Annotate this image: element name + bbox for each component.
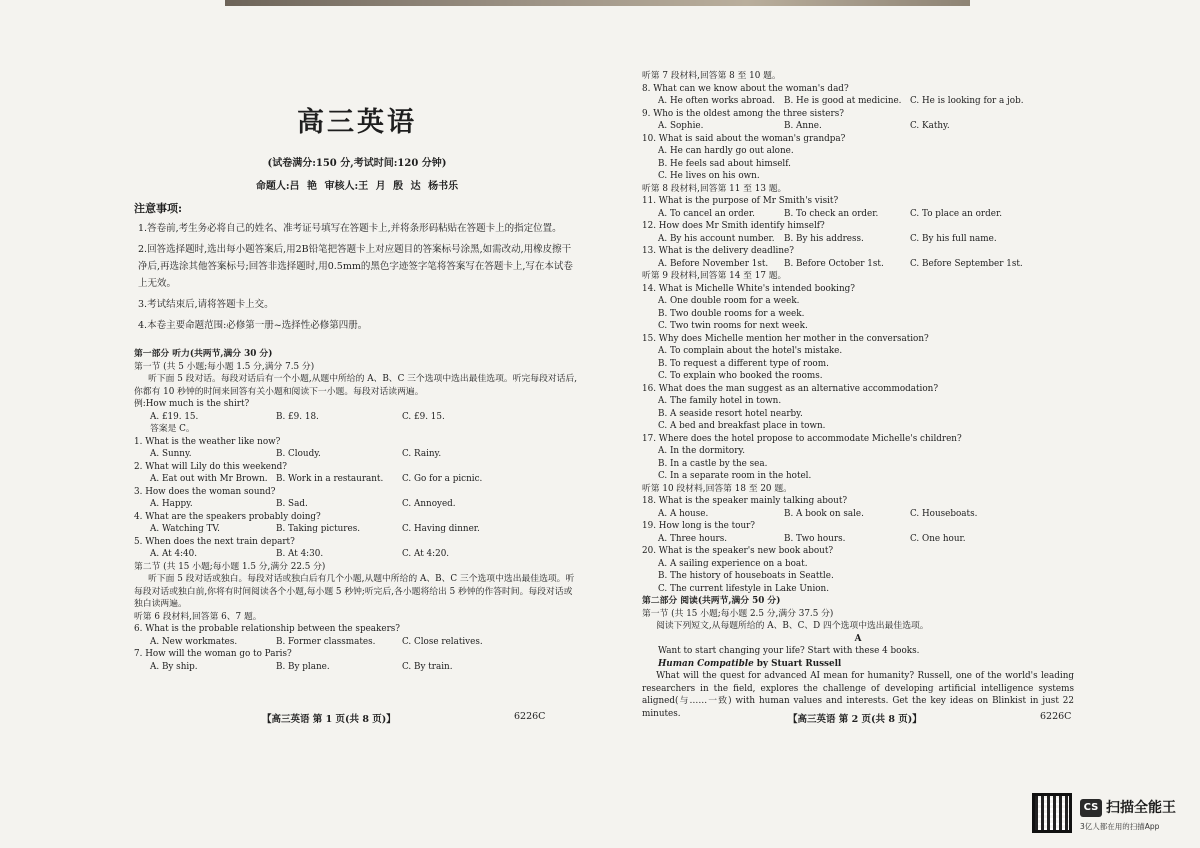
option: C. Go for a picnic. — [402, 474, 483, 484]
question-8: 8. What can we know about the woman's dad? — [642, 83, 849, 94]
question-20: 20. What is the speaker's new book about? — [642, 546, 834, 556]
question-1: 1. What is the weather like now? — [134, 436, 281, 447]
option: C. Two twin rooms for next week. — [658, 321, 808, 331]
option: C. Having dinner. — [402, 524, 480, 534]
exam-authors: 命题人:吕 艳 审核人:王 月 殷 达 杨书乐 — [255, 181, 459, 192]
option: A. He can hardly go out alone. — [658, 146, 794, 156]
question-14-options — [642, 295, 1074, 333]
option: C. To place an order. — [910, 208, 1002, 219]
notice-item: 2.回答选择题时,选出每小题答案后,用2B铅笔把答题卡上对应题目的答案标号涂黑,如需改动,用橡皮擦干净后,再选涂其他答案标号;回答非选择题时,用0.5mm的黑色字迹签字笔将答案写在答题卡上,写在本试卷上无效。 — [138, 244, 573, 289]
option: C. He is looking for a job. — [910, 96, 1024, 106]
option: B. At 4:30. — [276, 549, 324, 559]
option: A. In the dormitory. — [658, 446, 746, 456]
option: B. He feels sad about himself. — [658, 158, 791, 169]
question-3-options — [134, 498, 580, 511]
reading-sec1-instructions: 阅读下列短文,从每题所给的 A、B、C、D 四个选项中选出最佳选项。 — [656, 621, 929, 631]
option: B. He is good at medicine. — [784, 96, 902, 106]
notice-item: 1.答卷前,考生务必将自己的姓名、准考证号填写在答题卡上,并将条形码粘贴在答题卡上的指定位置。 — [138, 223, 562, 234]
option: C. Close relatives. — [402, 636, 483, 647]
question-6: 6. What is the probable relationship between the speakers? — [134, 624, 401, 634]
sec2-instructions: 听下面 5 段对话或独白。每段对话或独白后有几个小题,从题中所给的 A、B、C 三个选项中选出最佳选项。听每段对话或独白前,你将有时间阅读各个小题,每小题 5 秒钟;听完后,各小题将给出 5 秒钟的作答时间。每段对话或独白读两遍。 — [134, 574, 575, 609]
passage-intro: Want to start changing your life? Start with these 4 books. — [658, 646, 920, 656]
option: B. To request a different type of room. — [658, 358, 829, 369]
option: C. He lives on his own. — [658, 171, 760, 181]
notice-title: 注意事项: — [134, 202, 183, 215]
scanner-slogan: 3亿人都在用的扫描App — [1080, 822, 1160, 831]
question-15-options — [642, 345, 1074, 383]
question-19: 19. How long is the tour? — [642, 521, 756, 531]
material-8-heading: 听第 8 段材料,回答第 11 至 13 题。 — [642, 183, 787, 194]
question-1-options — [134, 448, 580, 461]
material-7-heading: 听第 7 段材料,回答第 8 至 10 题。 — [642, 71, 781, 81]
option: A. Happy. — [150, 499, 193, 509]
option: C. £9. 15. — [402, 411, 445, 422]
question-20-options — [642, 558, 1074, 596]
book-title: Human Compatible — [658, 658, 754, 669]
exam-page-1 — [134, 40, 580, 730]
sec1-heading: 第一节 (共 5 小题;每小题 1.5 分,满分 7.5 分) — [134, 361, 315, 372]
option: A. The family hotel in town. — [658, 396, 782, 406]
option: A. Sunny. — [150, 449, 192, 459]
option: A. To cancel an order. — [658, 208, 755, 219]
notice-item: 4.本卷主要命题范围:必修第一册~选择性必修第四册。 — [138, 320, 368, 331]
question-9-options — [642, 120, 1074, 133]
question-2-options — [134, 473, 580, 486]
qr-code-icon — [1032, 793, 1072, 833]
option: B. Sad. — [276, 499, 308, 509]
option: A. Eat out with Mr Brown. — [150, 474, 268, 484]
question-12: 12. How does Mr Smith identify himself? — [642, 221, 825, 231]
option: B. To check an order. — [784, 208, 879, 219]
option: A. One double room for a week. — [658, 296, 800, 306]
option: B. Cloudy. — [276, 449, 321, 459]
material-10-heading: 听第 10 段材料,回答第 18 至 20 题。 — [642, 483, 792, 494]
option: C. By his full name. — [910, 233, 997, 244]
question-13: 13. What is the delivery deadline? — [642, 246, 794, 256]
question-8-options — [642, 95, 1074, 108]
question-17: 17. Where does the hotel propose to accommodate Michelle's children? — [642, 433, 962, 444]
question-4: 4. What are the speakers probably doing? — [134, 511, 321, 522]
option: A. New workmates. — [150, 636, 238, 647]
scanner-app-name: 扫描全能王 — [1106, 800, 1176, 816]
option: B. Before October 1st. — [784, 258, 884, 269]
part1-heading: 第一部分 听力(共两节,满分 30 分) — [134, 349, 273, 359]
option: B. By his address. — [784, 233, 864, 244]
option: C. Annoyed. — [402, 499, 456, 509]
question-11-options — [642, 208, 1074, 221]
example-options — [134, 411, 580, 424]
question-10-options — [642, 145, 1074, 183]
option: B. £9. 18. — [276, 411, 319, 422]
option: A. Three hours. — [658, 533, 728, 544]
option: C. One hour. — [910, 533, 966, 544]
question-5-options — [134, 548, 580, 561]
question-5: 5. When does the next train depart? — [134, 536, 295, 547]
option: A. £19. 15. — [150, 411, 199, 422]
material-6-heading: 听第 6 段材料,回答第 6、7 题。 — [134, 611, 262, 622]
option: A. By ship. — [150, 661, 198, 672]
book-heading — [642, 658, 1074, 671]
option: A. A sailing experience on a boat. — [658, 558, 808, 569]
option: A. A house. — [658, 508, 709, 519]
notice-list — [134, 220, 580, 334]
page-2-footer — [788, 711, 1072, 725]
scan-top-edge — [225, 0, 970, 6]
option: A. By his account number. — [658, 233, 775, 244]
option: A. To complain about the hotel's mistake. — [658, 346, 843, 356]
question-10: 10. What is said about the woman's grandpa? — [642, 133, 846, 144]
question-2: 2. What will Lily do this weekend? — [134, 461, 288, 472]
option: B. Taking pictures. — [276, 524, 361, 534]
question-3: 3. How does the woman sound? — [134, 486, 276, 497]
option: C. Rainy. — [402, 449, 442, 459]
sec2-heading: 第二节 (共 15 小题;每小题 1.5 分,满分 22.5 分) — [134, 561, 326, 572]
book-author: by Stuart Russell — [756, 658, 842, 669]
option: B. Former classmates. — [276, 636, 376, 647]
question-18: 18. What is the speaker mainly talking about? — [642, 496, 848, 506]
option: A. Before November 1st. — [658, 258, 769, 269]
question-16: 16. What does the man suggest as an alternative accommodation? — [642, 383, 939, 394]
question-15: 15. Why does Michelle mention her mother in the conversation? — [642, 333, 929, 344]
option: B. Work in a restaurant. — [276, 474, 384, 484]
question-9: 9. Who is the oldest among the three sisters? — [642, 108, 844, 119]
exam-info: (试卷满分:150 分,考试时间:120 分钟) — [267, 158, 447, 169]
page-2-code: 6226C — [1040, 711, 1072, 722]
option: C. Houseboats. — [910, 508, 978, 519]
option: B. The history of houseboats in Seattle. — [658, 571, 834, 581]
question-16-options — [642, 395, 1074, 433]
example-question: 例:How much is the shirt? — [134, 399, 250, 409]
option: A. At 4:40. — [150, 549, 198, 559]
option: C. Before September 1st. — [910, 258, 1023, 269]
exam-title: 高三英语 — [297, 107, 417, 138]
question-18-options — [642, 508, 1074, 521]
question-6-options — [134, 636, 580, 649]
option: C. Kathy. — [910, 121, 950, 131]
option: C. To explain who booked the rooms. — [658, 371, 823, 381]
page-1-footer-text: 【高三英语 第 1 页(共 8 页)】 — [262, 714, 396, 725]
page-2-footer-text: 【高三英语 第 2 页(共 8 页)】 — [788, 714, 922, 725]
option: B. By plane. — [276, 661, 330, 672]
option: C. By train. — [402, 661, 453, 672]
reading-sec1-heading: 第一节 (共 15 小题;每小题 2.5 分,满分 37.5 分) — [642, 608, 834, 619]
option: B. Two hours. — [784, 533, 846, 544]
option: A. Sophie. — [658, 121, 704, 131]
option: B. A book on sale. — [784, 508, 864, 519]
listening-part — [134, 348, 580, 673]
question-14: 14. What is Michelle White's intended booking? — [642, 283, 855, 294]
question-4-options — [134, 523, 580, 536]
option: B. Anne. — [784, 121, 822, 131]
option: C. The current lifestyle in Lake Union. — [658, 583, 830, 594]
question-11: 11. What is the purpose of Mr Smith's visit? — [642, 196, 839, 206]
page-1-footer — [262, 711, 546, 725]
question-12-options — [642, 233, 1074, 246]
camscanner-logo-icon: CS — [1080, 799, 1102, 817]
option: C. A bed and breakfast place in town. — [658, 421, 826, 431]
part2-heading: 第二部分 阅读(共两节,满分 50 分) — [642, 596, 781, 606]
question-13-options — [642, 258, 1074, 271]
question-7: 7. How will the woman go to Paris? — [134, 649, 292, 659]
option: B. A seaside resort hotel nearby. — [658, 408, 803, 419]
option: A. Watching TV. — [150, 524, 220, 534]
option: B. Two double rooms for a week. — [658, 308, 805, 319]
option: A. He often works abroad. — [658, 96, 776, 106]
page-1-code: 6226C — [514, 711, 546, 722]
notice-item: 3.考试结束后,请将答题卡上交。 — [138, 299, 274, 310]
passage-label: A — [854, 633, 862, 644]
question-7-options — [134, 661, 580, 674]
sec1-instructions: 听下面 5 段对话。每段对话后有一个小题,从题中所给的 A、B、C 三个选项中选出最佳选项。听完每段对话后,你都有 10 秒钟的时间来回答有关小题和阅读下一小题。每段对话读两遍。 — [134, 374, 578, 397]
option: B. In a castle by the sea. — [658, 458, 768, 469]
example-answer: 答案是 C。 — [150, 424, 195, 434]
material-9-heading: 听第 9 段材料,回答第 14 至 17 题。 — [642, 271, 787, 281]
question-19-options — [642, 533, 1074, 546]
option: C. At 4:20. — [402, 549, 450, 559]
question-17-options — [642, 445, 1074, 483]
passage-body: What will the quest for advanced AI mean for humanity? Russell, one of the world's leading researchers in the field, explores the challenge of developing artificial intelligence systems aligned(与……一致) with human values and interests. Get the key ideas on Blinkist in just 22 minutes. — [642, 671, 1074, 719]
option: C. In a separate room in the hotel. — [658, 471, 812, 481]
